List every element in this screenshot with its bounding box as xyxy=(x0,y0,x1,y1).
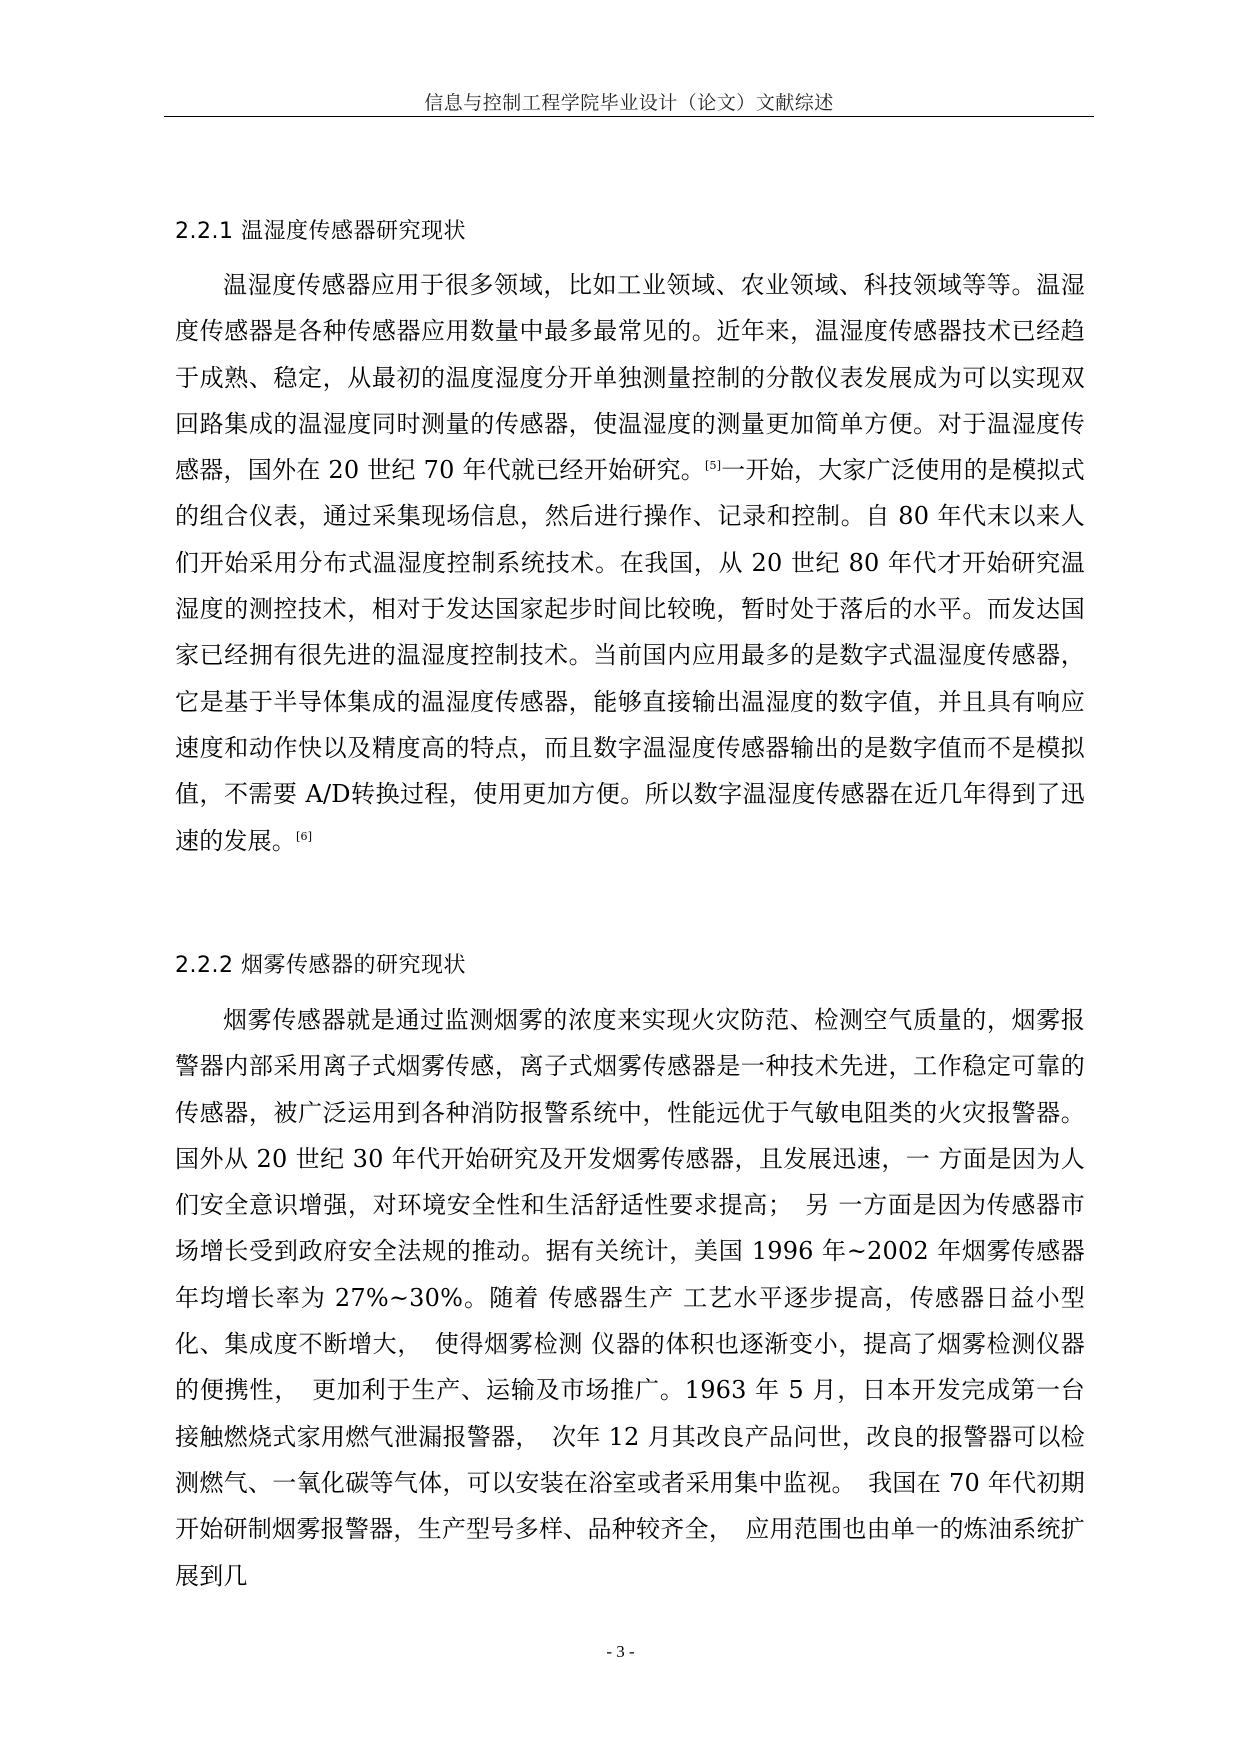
header-divider xyxy=(164,116,1094,117)
citation-ref-6: [6] xyxy=(296,829,313,843)
paragraph-smoke-sensor: 烟雾传感器就是通过监测烟雾的浓度来实现火灾防范、检测空气质量的，烟雾报警器内部采用离子式烟雾传感，离子式烟雾传感器是一种技术先进，工作稳定可靠的传感器，被广泛运用到各种消防报警系统中，性能远优于气敏电阻类的火灾报警器。国外从 20 世纪 30 年代开始研究及开发烟雾传感器，且发展迅速，一 方面是因为人们安全意识增强，对环境安全性和生活舒适性要求提高； 另 一方面是因为传感器市场增长受到政府安全法规的推动。据有关统计，美国 1996 年~2002 年烟雾传感器年均增长率为 27%~30%。随着 传感器生产 工艺水平逐步提高，传感器日益小型化、集成度不断增大， 使得烟雾检测 仪器的体积也逐渐变小，提高了烟雾检测仪器的便携性， 更加利于生产、运输及市场推广。1963 年 5 月，日本开发完成第一台接触燃烧式家用燃气泄漏报警器， 次年 12 月其改良产品问世，改良的报警器可以检测燃气、一氧化碳等气体，可以安装在浴室或者采用集中监视。 我国在 70 年代初期开始研制烟雾报警器，生产型号多样、品种较齐全， 应用范围也由单一的炼油系统扩展到几 xyxy=(175,1006,1085,1590)
paragraph-temp-humidity xyxy=(175,262,1085,864)
paragraph-text-part-1: 温湿度传感器应用于很多领域，比如工业领域、农业领域、科技领域等等。温湿度传感器是各种传感器应用数量中最多最常见的。近年来，温湿度传感器技术已经趋于成熟、稳定，从最初的温度湿度分开单独测量控制的分散仪表发展成为可以实现双回路集成的温湿度同时测量的传感器，使温湿度的测量更加简单方便。对于温湿度传感器，国外在 20 世纪 70 年代就已经开始研究。 xyxy=(175,271,1085,485)
page-number: - 3 - xyxy=(606,1642,635,1661)
running-header: 信息与控制工程学院毕业设计（论文）文献综述 xyxy=(424,92,834,114)
citation-ref-5: [5] xyxy=(705,459,722,473)
paragraph-text-part-2: 一开始，大家广泛使用的是模拟式的组合仪表，通过采集现场信息，然后进行操作、记录和控制。自 80 年代末以来人们开始采用分布式温湿度控制系统技术。在我国，从 20 世纪 80 年代才开始研究温湿度的测控技术，相对于发达国家起步时间比较晚，暂时处于落后的水平。而发达国家已经拥有很先进的温湿度控制技术。当前国内应用最多的是数字式温湿度传感器，它是基于半导体集成的温湿度传感器，能够直接输出温湿度的数字值，并且具有响应速度和动作快以及精度高的特点，而且数字温湿度传感器输出的是数字值而不是模拟值，不需要 A/D转换过程，使用更加方便。所以数字温湿度传感器在近几年得到了迅速的发展。 xyxy=(175,456,1086,855)
section-heading-2-2-1: 2.2.1 温湿度传感器研究现状 xyxy=(175,219,466,244)
section-heading-2-2-2: 2.2.2 烟雾传感器的研究现状 xyxy=(175,953,466,978)
